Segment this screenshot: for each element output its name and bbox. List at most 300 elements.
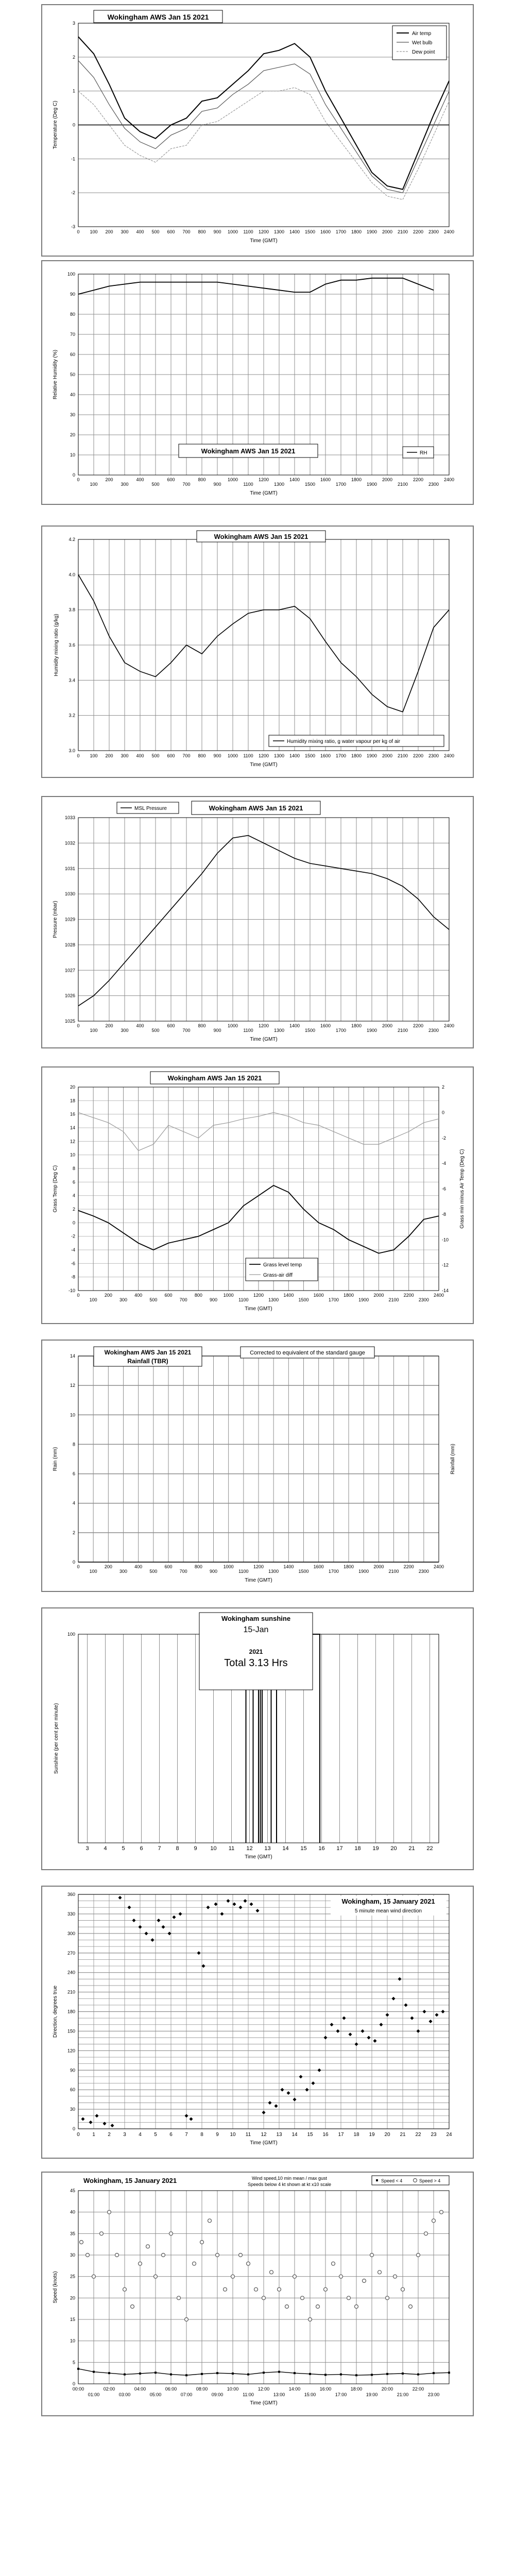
legend-label: Speed < 4	[381, 2178, 403, 2183]
x-tick-label: 300	[119, 1569, 128, 1574]
x-tick-label: 8	[176, 1845, 179, 1852]
y-tick-label: 2	[72, 1207, 75, 1212]
x-tick-label: 1300	[268, 1569, 279, 1574]
chart-note: Wind speed,10 min mean / max gust	[251, 2176, 328, 2181]
x-tick-label: 24	[446, 2132, 452, 2138]
x-tick-label: 0	[77, 2132, 80, 2138]
y-tick-label: 4.0	[68, 572, 75, 578]
x-tick-label: 10:00	[227, 2386, 239, 2392]
x-tick-label: 800	[194, 1564, 202, 1569]
x-tick-label: 1600	[313, 1293, 324, 1298]
direction-point	[293, 2098, 297, 2102]
x-tick-label: 800	[198, 477, 206, 482]
direction-point	[81, 2117, 85, 2121]
x-tick-label: 11	[245, 2132, 251, 2138]
speed-high-point	[363, 2279, 366, 2283]
direction-point	[128, 1906, 131, 1909]
direction-point	[89, 2121, 93, 2124]
y-tick-label: 0	[72, 2126, 75, 2131]
direction-point	[423, 2010, 426, 2013]
x-axis-label: Time (GMT)	[250, 490, 278, 496]
y-tick-label: 1027	[64, 968, 75, 973]
y-tick-label: 3.0	[68, 748, 75, 753]
x-tick-label: 2400	[433, 1293, 444, 1298]
speed-low-point	[77, 2368, 79, 2370]
x-tick-label: 2100	[397, 1028, 408, 1033]
y-tick-label: 270	[67, 1950, 75, 1956]
x-tick-label: 15	[307, 2132, 313, 2138]
speed-high-point	[285, 2305, 289, 2309]
x-tick-label: 800	[198, 1023, 206, 1028]
pressure-chart	[42, 797, 473, 1047]
x-tick-label: 1800	[343, 1564, 354, 1569]
y-tick-label: 6	[72, 1471, 75, 1477]
x-tick-label: 1700	[335, 482, 347, 487]
panel-humidity	[41, 260, 474, 505]
direction-point	[287, 2091, 290, 2095]
direction-point	[342, 2016, 346, 2020]
x-tick-label: 700	[182, 1028, 191, 1033]
legend-label: Air temp	[412, 31, 432, 37]
speed-high-point	[239, 2253, 243, 2257]
y-tick-label: 12	[70, 1383, 75, 1388]
x-tick-label: 900	[213, 229, 221, 234]
y-tick-label: 1032	[64, 840, 75, 846]
y-tick-label: 1025	[64, 1019, 75, 1024]
x-tick-label: 1200	[253, 1293, 264, 1298]
speed-high-point	[417, 2253, 420, 2257]
y-tick-label: 4	[72, 1500, 75, 1506]
y-axis-label: Speed (knots)	[53, 2271, 58, 2303]
x-tick-label: 20	[390, 1845, 397, 1852]
speed-high-point	[308, 2318, 312, 2321]
speed-high-point	[293, 2275, 297, 2278]
x-tick-label: 500	[151, 753, 160, 758]
speed-high-point	[339, 2275, 343, 2278]
chart-title: Wokingham AWS Jan 15 2021	[167, 1074, 262, 1082]
x-tick-label: 2300	[428, 753, 439, 758]
y-tick-label: 0	[72, 1560, 75, 1565]
direction-point	[373, 2039, 377, 2043]
panel-sunshine	[41, 1607, 474, 1870]
x-tick-label: 5	[122, 1845, 125, 1852]
speed-high-point	[139, 2262, 142, 2265]
x-tick-label: 300	[119, 1297, 128, 1302]
wind-direction-chart	[42, 1887, 473, 2158]
x-tick-label: 17	[338, 2132, 344, 2138]
direction-point	[185, 2114, 188, 2117]
speed-high-point	[86, 2253, 90, 2257]
x-tick-label: 2000	[382, 477, 393, 482]
speed-high-point	[162, 2253, 165, 2257]
speed-high-point	[216, 2253, 219, 2257]
x-tick-label: 1600	[320, 229, 331, 234]
x-tick-label: 500	[149, 1297, 158, 1302]
y-tick-label: 330	[67, 1911, 75, 1917]
x-tick-label: 7	[158, 1845, 161, 1852]
x-tick-label: 2100	[388, 1569, 399, 1574]
x-tick-label: 23:00	[427, 2392, 440, 2397]
y-tick-label: 3.2	[68, 713, 75, 718]
speed-high-point	[401, 2287, 405, 2291]
x-tick-label: 1400	[289, 753, 300, 758]
y-tick-label: 25	[70, 2274, 75, 2279]
legend-label: RH	[420, 450, 427, 456]
x-tick-label: 400	[134, 1564, 143, 1569]
speed-high-point	[80, 2241, 83, 2244]
y2-axis-label: Grass min minus Air Temp (Deg C)	[459, 1149, 465, 1229]
y-tick-label: 4	[72, 1193, 75, 1198]
x-tick-label: 1800	[351, 477, 362, 482]
y-tick-label: 16	[70, 1111, 75, 1117]
x-tick-label: 1400	[289, 477, 300, 482]
direction-point	[145, 1931, 148, 1935]
x-tick-label: 2000	[373, 1293, 384, 1298]
series-line-dew-point	[78, 88, 449, 199]
direction-point	[95, 2114, 99, 2117]
legend-swatch	[414, 2179, 417, 2182]
x-tick-label: 600	[164, 1293, 173, 1298]
x-tick-label: 600	[164, 1564, 173, 1569]
x-tick-label: 0	[77, 1023, 80, 1028]
y-tick-label: 50	[70, 372, 75, 377]
y2-tick-label: -10	[442, 1237, 449, 1243]
speed-high-point	[177, 2296, 181, 2300]
wind-speed-chart	[42, 2173, 473, 2415]
y-tick-label: 2	[72, 1530, 75, 1535]
direction-point	[349, 2032, 352, 2036]
x-tick-label: 400	[136, 1023, 144, 1028]
x-tick-label: 500	[151, 1028, 160, 1033]
x-tick-label: 500	[149, 1569, 158, 1574]
speed-low-point	[263, 2371, 265, 2374]
y2-tick-label: 0	[442, 1110, 445, 1115]
x-tick-label: 1000	[223, 1293, 234, 1298]
x-tick-label: 19	[369, 2132, 375, 2138]
rainfall-chart	[42, 1341, 473, 1591]
direction-point	[361, 2029, 365, 2033]
x-tick-label: 06:00	[165, 2386, 177, 2392]
x-tick-label: 400	[136, 229, 144, 234]
x-tick-label: 1	[92, 2132, 95, 2138]
direction-point	[256, 1909, 260, 1912]
speed-low-point	[247, 2374, 249, 2376]
x-tick-label: 22	[415, 2132, 421, 2138]
y-axis-label: Direction, degrees true	[53, 1985, 58, 2038]
x-tick-label: 2300	[428, 1028, 439, 1033]
x-tick-label: 22	[426, 1845, 433, 1852]
speed-high-point	[224, 2287, 227, 2291]
x-tick-label: 18:00	[350, 2386, 363, 2392]
panel-pressure	[41, 796, 474, 1048]
speed-low-point	[294, 2372, 296, 2374]
direction-point	[305, 2088, 309, 2092]
panel-windspeed	[41, 2172, 474, 2416]
x-tick-label: 0	[77, 229, 80, 234]
speed-low-point	[185, 2374, 187, 2376]
x-tick-label: 700	[179, 1297, 187, 1302]
x-tick-label: 1600	[320, 1023, 331, 1028]
y-tick-label: 10	[70, 1412, 75, 1418]
x-tick-label: 11	[228, 1845, 235, 1852]
chart-title: Wokingham, 15 January 2021	[341, 1897, 435, 1905]
x-tick-label: 300	[121, 753, 129, 758]
x-tick-label: 1600	[313, 1564, 324, 1569]
x-tick-label: 1500	[298, 1297, 309, 1302]
y-tick-label: -1	[71, 156, 75, 162]
x-tick-label: 15:00	[304, 2392, 316, 2397]
y-tick-label: 240	[67, 1970, 75, 1975]
direction-point	[233, 1902, 236, 1906]
x-tick-label: 00:00	[72, 2386, 84, 2392]
x-tick-label: 2400	[443, 753, 455, 758]
speed-low-point	[355, 2374, 357, 2376]
direction-point	[429, 2020, 433, 2023]
x-tick-label: 1900	[358, 1297, 369, 1302]
speed-high-point	[386, 2296, 389, 2300]
x-tick-label: 19:00	[366, 2392, 378, 2397]
x-tick-label: 12:00	[258, 2386, 270, 2392]
speed-high-point	[324, 2287, 328, 2291]
x-tick-label: 1300	[273, 482, 285, 487]
x-axis-label: Time (GMT)	[250, 1037, 278, 1042]
x-tick-label: 2100	[388, 1297, 399, 1302]
y-tick-label: 3.8	[68, 607, 75, 613]
speed-high-point	[393, 2275, 397, 2278]
x-tick-label: 2400	[433, 1564, 444, 1569]
x-tick-label: 1900	[358, 1569, 369, 1574]
y-tick-label: 60	[70, 352, 75, 357]
x-tick-label: 600	[167, 477, 175, 482]
y2-tick-label: -6	[442, 1186, 447, 1192]
x-tick-label: 21	[408, 1845, 415, 1852]
x-tick-label: 16	[322, 2132, 329, 2138]
x-axis-label: Time (GMT)	[245, 1854, 272, 1860]
speed-high-point	[131, 2305, 134, 2309]
direction-point	[250, 1902, 253, 1906]
speed-high-point	[355, 2305, 358, 2309]
y-tick-label: 3.6	[68, 642, 75, 648]
y-tick-label: 100	[67, 1632, 75, 1637]
legend-label: Grass-air diff	[263, 1273, 293, 1278]
x-tick-label: 08:00	[196, 2386, 208, 2392]
x-tick-label: 1200	[253, 1564, 264, 1569]
x-tick-label: 14	[291, 2132, 298, 2138]
chart-title: Wokingham AWS Jan 15 2021	[209, 804, 303, 812]
speed-high-point	[193, 2262, 196, 2265]
x-tick-label: 16:00	[319, 2386, 332, 2392]
series-line-rh	[78, 278, 434, 294]
x-tick-label: 1700	[328, 1297, 339, 1302]
x-tick-label: 1700	[335, 1028, 347, 1033]
y-tick-label: 6	[72, 1179, 75, 1185]
y-tick-label: 70	[70, 332, 75, 337]
x-tick-label: 2000	[373, 1564, 384, 1569]
direction-point	[244, 1899, 247, 1903]
direction-point	[268, 2101, 272, 2105]
humidity-chart	[42, 261, 473, 504]
y-tick-label: 2	[72, 54, 75, 60]
speed-high-point	[169, 2232, 173, 2235]
x-tick-label: 400	[136, 753, 144, 758]
direction-point	[312, 2081, 315, 2085]
x-tick-label: 200	[104, 1564, 112, 1569]
speed-low-point	[124, 2374, 126, 2376]
direction-point	[435, 2013, 439, 2016]
direction-point	[139, 1925, 142, 1929]
y-tick-label: -10	[68, 1288, 75, 1293]
x-tick-label: 1300	[273, 229, 285, 234]
x-tick-label: 2200	[413, 229, 424, 234]
speed-high-point	[92, 2275, 96, 2278]
x-tick-label: 16	[318, 1845, 325, 1852]
y-tick-label: 40	[70, 392, 75, 397]
y-tick-label: 15	[70, 2317, 75, 2322]
x-tick-label: 1400	[289, 1023, 300, 1028]
y2-axis-label: Rainfall (mm)	[450, 1444, 456, 1475]
speed-high-point	[370, 2253, 374, 2257]
chart-title: Wokingham sunshine	[221, 1615, 291, 1622]
x-tick-label: 5	[154, 2132, 157, 2138]
y-axis-label: Pressure (mbar)	[53, 901, 58, 938]
x-tick-label: 300	[121, 482, 129, 487]
speed-low-point	[139, 2372, 141, 2375]
direction-point	[207, 1906, 210, 1909]
direction-point	[220, 1912, 224, 1916]
x-tick-label: 0	[77, 1564, 80, 1569]
x-tick-label: 1300	[273, 1028, 285, 1033]
speed-low-point	[433, 2372, 435, 2374]
x-axis-label: Time (GMT)	[250, 2140, 278, 2146]
speed-low-point	[340, 2374, 342, 2376]
x-tick-label: 7	[185, 2132, 188, 2138]
y-tick-label: 0	[72, 1220, 75, 1226]
speed-low-point	[402, 2372, 404, 2375]
speed-high-point	[100, 2232, 104, 2235]
y-tick-label: 10	[70, 2338, 75, 2344]
direction-point	[392, 1997, 396, 2001]
y-tick-label: 90	[70, 292, 75, 297]
x-tick-label: 1900	[366, 1028, 377, 1033]
direction-point	[190, 2117, 193, 2121]
x-tick-label: 14:00	[288, 2386, 301, 2392]
direction-point	[318, 2069, 321, 2072]
direction-point	[214, 1902, 218, 1906]
x-tick-label: 1400	[283, 1293, 294, 1298]
y-tick-label: 20	[70, 2295, 75, 2301]
speed-high-point	[332, 2262, 335, 2265]
x-tick-label: 1000	[223, 1564, 234, 1569]
panel-winddir	[41, 1886, 474, 2159]
x-tick-label: 200	[104, 1293, 112, 1298]
x-tick-label: 2200	[413, 753, 424, 758]
y-tick-label: 10	[70, 452, 75, 457]
temperature-chart	[42, 5, 473, 256]
y-axis-label: Rain (mm)	[53, 1447, 58, 1471]
x-tick-label: 300	[121, 1028, 129, 1033]
x-tick-label: 1500	[298, 1569, 309, 1574]
direction-point	[324, 2036, 328, 2040]
y-tick-label: 18	[70, 1098, 75, 1104]
y-tick-label: 0	[72, 122, 75, 128]
direction-point	[262, 2111, 266, 2114]
x-tick-label: 1000	[227, 229, 238, 234]
speed-high-point	[262, 2296, 266, 2300]
speed-high-point	[231, 2275, 235, 2278]
x-tick-label: 21	[400, 2132, 406, 2138]
direction-point	[173, 1916, 176, 1919]
y-tick-label: 3.4	[68, 677, 75, 683]
x-tick-label: 3	[123, 2132, 126, 2138]
direction-point	[197, 1951, 201, 1955]
x-tick-label: 1100	[243, 229, 253, 234]
x-tick-label: 22:00	[412, 2386, 424, 2392]
y-tick-label: 1033	[64, 815, 75, 820]
x-tick-label: 12	[246, 1845, 253, 1852]
x-tick-label: 500	[151, 229, 160, 234]
y2-tick-label: -12	[442, 1262, 449, 1268]
y-tick-label: 180	[67, 2009, 75, 2014]
panel-temperature	[41, 4, 474, 257]
y-tick-label: 35	[70, 2231, 75, 2236]
speed-high-point	[432, 2219, 436, 2223]
x-tick-label: 1200	[258, 753, 269, 758]
x-tick-label: 1500	[304, 753, 316, 758]
speed-high-point	[316, 2305, 320, 2309]
x-tick-label: 1800	[343, 1293, 354, 1298]
x-tick-label: 1300	[273, 753, 285, 758]
panel-mixing	[41, 526, 474, 778]
y-tick-label: 12	[70, 1139, 75, 1144]
x-axis-label: Time (GMT)	[250, 238, 278, 244]
chart-subtitle: Rainfall (TBR)	[127, 1358, 168, 1365]
direction-point	[179, 1912, 182, 1916]
y-tick-label: -6	[71, 1261, 75, 1266]
y-axis-label: Relative Humidity (%)	[53, 349, 58, 400]
y-tick-label: 45	[70, 2188, 75, 2193]
y-tick-label: 300	[67, 1930, 75, 1936]
speed-low-point	[278, 2371, 280, 2373]
x-tick-label: 1900	[366, 482, 377, 487]
y-axis-label: Sunshine (per cent per minute)	[54, 1703, 59, 1774]
x-tick-label: 07:00	[180, 2392, 193, 2397]
y2-tick-label: -14	[442, 1288, 449, 1293]
x-tick-label: 2200	[413, 477, 424, 482]
direction-point	[355, 2042, 358, 2046]
y2-tick-label: -2	[442, 1135, 447, 1141]
x-tick-label: 04:00	[134, 2386, 146, 2392]
x-tick-label: 2400	[443, 229, 455, 234]
x-tick-label: 1500	[304, 1028, 316, 1033]
x-tick-label: 700	[182, 482, 191, 487]
x-tick-label: 1100	[238, 1297, 249, 1302]
x-tick-label: 17:00	[335, 2392, 347, 2397]
chart-title: Wokingham AWS Jan 15 2021	[104, 1349, 192, 1356]
x-tick-label: 700	[182, 753, 191, 758]
y-tick-label: 1031	[64, 866, 75, 871]
y-tick-label: 8	[72, 1166, 75, 1171]
x-tick-label: 1200	[258, 1023, 269, 1028]
x-tick-label: 21:00	[397, 2392, 409, 2397]
x-tick-label: 1100	[243, 753, 253, 758]
x-tick-label: 600	[167, 753, 175, 758]
x-tick-label: 10	[210, 1845, 217, 1852]
x-axis-label: Time (GMT)	[245, 1578, 272, 1583]
y-tick-label: -2	[71, 190, 75, 196]
x-tick-label: 300	[121, 229, 129, 234]
speed-high-point	[247, 2262, 250, 2265]
y-tick-label: 5	[72, 2360, 75, 2365]
